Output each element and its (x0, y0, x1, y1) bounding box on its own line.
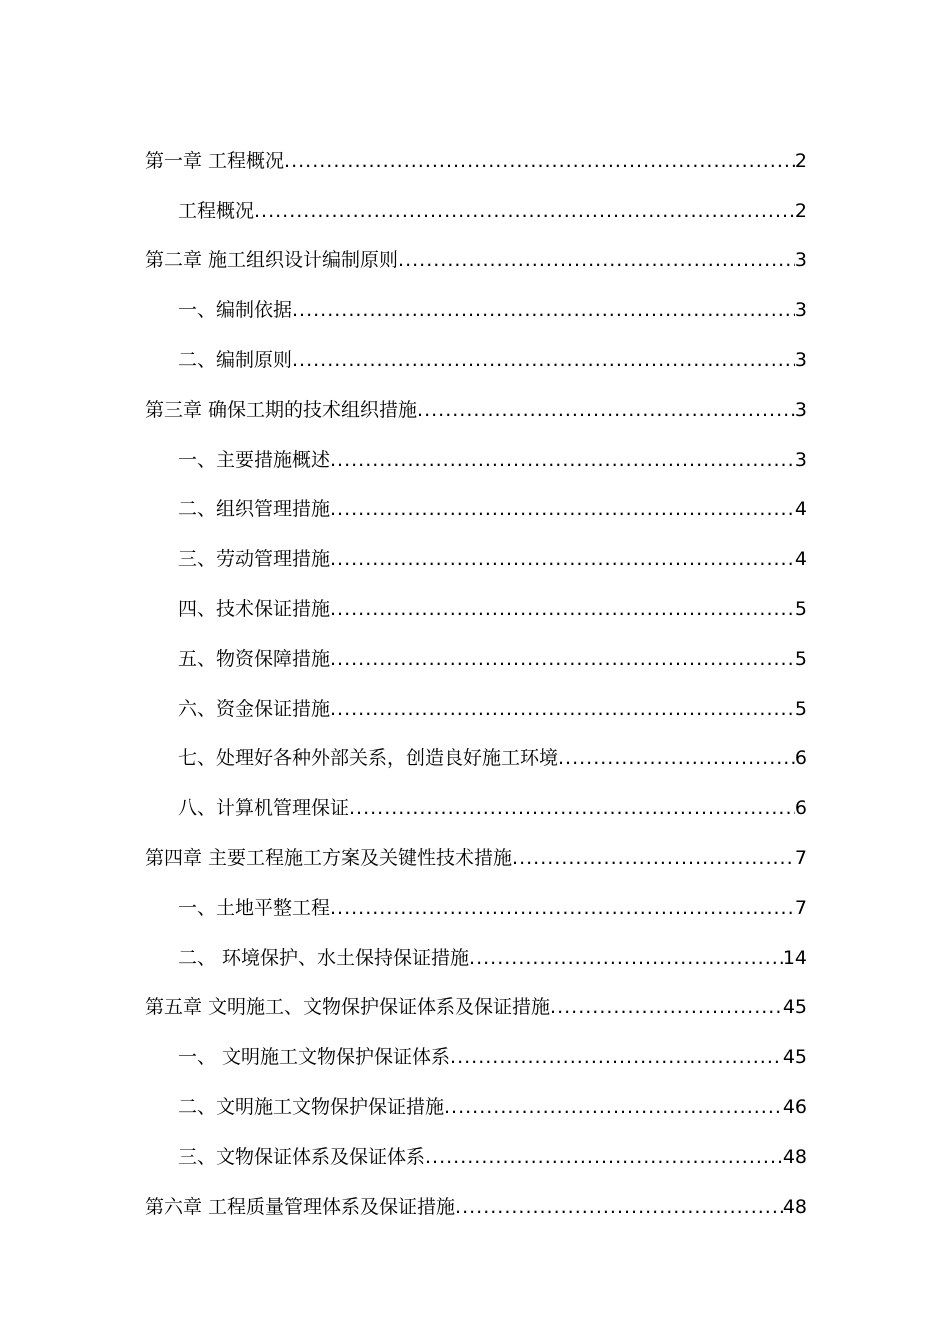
toc-page-number: 7 (794, 846, 807, 869)
toc-entry[interactable] (145, 225, 807, 275)
toc-dot-leader (330, 448, 795, 474)
toc-entry[interactable] (145, 1021, 807, 1071)
toc-page-number: 3 (794, 398, 807, 421)
toc-entry[interactable] (145, 374, 807, 424)
toc-entry[interactable] (145, 175, 807, 225)
toc-entry[interactable] (145, 872, 807, 922)
toc-dot-leader (444, 1095, 783, 1121)
toc-entry-title: 八、计算机管理保证 (178, 797, 350, 820)
toc-dot-leader (512, 846, 795, 872)
toc-entry[interactable] (145, 1071, 807, 1121)
toc-entry[interactable] (145, 772, 807, 822)
toc-dot-leader (284, 149, 795, 175)
toc-entry[interactable] (145, 673, 807, 723)
toc-entry[interactable] (145, 972, 807, 1022)
toc-dot-leader (254, 199, 795, 225)
toc-dot-leader (425, 1145, 783, 1171)
toc-dot-leader (558, 746, 795, 772)
toc-page-number: 45 (782, 1046, 807, 1069)
toc-entry-title: 六、资金保证措施 (178, 697, 331, 720)
toc-entry-title: 工程概况 (178, 199, 255, 222)
toc-page-number: 5 (794, 597, 807, 620)
toc-dot-leader (330, 497, 795, 523)
toc-page-number: 4 (794, 498, 807, 521)
toc-dot-leader (330, 547, 795, 573)
toc-entry[interactable] (145, 822, 807, 872)
toc-entry[interactable] (145, 623, 807, 673)
toc-entry-title: 一、编制依据 (178, 299, 293, 322)
toc-entry-title: 一、主要措施概述 (178, 448, 331, 471)
toc-dot-leader (292, 298, 795, 324)
toc-entry-title: 第一章 工程概况 (145, 149, 285, 172)
toc-page-number: 6 (794, 797, 807, 820)
toc-entry[interactable] (145, 573, 807, 623)
toc-page-number: 5 (794, 697, 807, 720)
toc-page-number: 48 (782, 1195, 807, 1218)
toc-page-number: 7 (794, 896, 807, 919)
toc-entry-title: 二、编制原则 (178, 348, 293, 371)
toc-page-number: 45 (782, 996, 807, 1019)
toc-page-number: 5 (794, 647, 807, 670)
toc-dot-leader (330, 896, 795, 922)
toc-dot-leader (417, 398, 795, 424)
toc-page-number: 46 (782, 1095, 807, 1118)
toc-entry-title: 第二章 施工组织设计编制原则 (145, 249, 399, 272)
toc-dot-leader (469, 946, 783, 972)
toc-entry-title: 二、 环境保护、水土保持保证措施 (178, 946, 470, 969)
toc-page-number: 14 (782, 946, 807, 969)
toc-entry-title: 第五章 文明施工、文物保护保证体系及保证措施 (145, 996, 551, 1019)
toc-entry-title: 一、土地平整工程 (178, 896, 331, 919)
toc-entry-title: 第六章 工程质量管理体系及保证措施 (145, 1195, 456, 1218)
toc-page-number: 4 (794, 548, 807, 571)
toc-entry-title: 第三章 确保工期的技术组织措施 (145, 398, 418, 421)
toc-entry[interactable] (145, 1121, 807, 1171)
toc-page-number: 2 (794, 199, 807, 222)
toc-dot-leader (450, 1045, 783, 1071)
toc-page-number: 3 (794, 448, 807, 471)
toc-entry[interactable] (145, 1171, 807, 1221)
toc-page-number: 3 (794, 348, 807, 371)
toc-entry-title: 七、处理好各种外部关系，创造良好施工环境 (178, 747, 559, 770)
toc-dot-leader (455, 1195, 783, 1221)
toc-entry[interactable] (145, 723, 807, 773)
toc-entry[interactable] (145, 324, 807, 374)
toc-entry[interactable] (145, 922, 807, 972)
toc-entry-title: 三、劳动管理措施 (178, 548, 331, 571)
toc-dot-leader (330, 647, 795, 673)
toc-dot-leader (398, 248, 795, 274)
toc-entry-title: 三、文物保证体系及保证体系 (178, 1145, 426, 1168)
toc-entry-title: 四、技术保证措施 (178, 597, 331, 620)
toc-entry-title: 一、 文明施工文物保护保证体系 (178, 1046, 451, 1069)
toc-dot-leader (292, 348, 795, 374)
toc-entry[interactable] (145, 523, 807, 573)
toc-dot-leader (330, 697, 795, 723)
toc-entry[interactable] (145, 125, 807, 175)
toc-entry-title: 二、文明施工文物保护保证措施 (178, 1095, 445, 1118)
toc-dot-leader (349, 796, 795, 822)
toc-page-number: 48 (782, 1145, 807, 1168)
toc-page-number: 6 (794, 747, 807, 770)
toc-entry-title: 五、物资保障措施 (178, 647, 331, 670)
toc-entry[interactable] (145, 424, 807, 474)
toc-entry[interactable] (145, 274, 807, 324)
toc-entry-title: 二、组织管理措施 (178, 498, 331, 521)
toc-page-number: 2 (794, 149, 807, 172)
table-of-contents (145, 125, 807, 1221)
toc-entry-title: 第四章 主要工程施工方案及关键性技术措施 (145, 846, 513, 869)
toc-dot-leader (330, 597, 795, 623)
toc-page-number: 3 (794, 249, 807, 272)
toc-entry[interactable] (145, 474, 807, 524)
toc-page-number: 3 (794, 299, 807, 322)
toc-dot-leader (550, 995, 783, 1021)
